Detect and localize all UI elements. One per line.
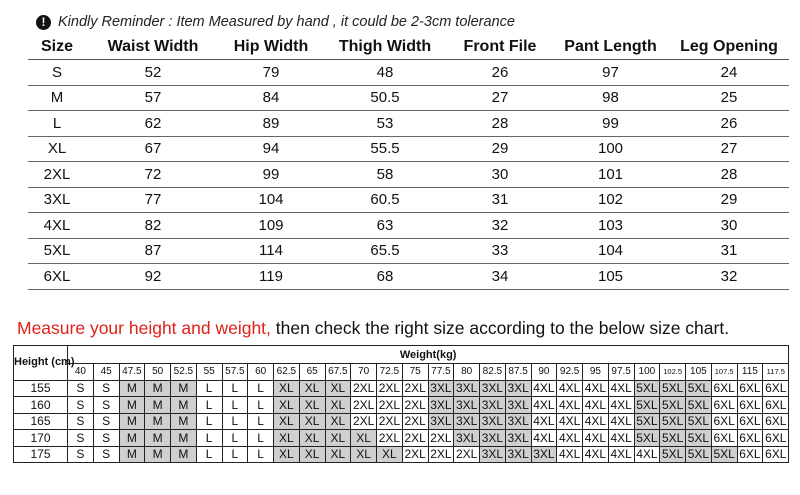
measure-cell: 55.5 (322, 136, 448, 162)
height-cell: 160 (14, 397, 68, 414)
measure-cell: 119 (220, 264, 322, 290)
size-cell: 6XL (763, 397, 789, 414)
size-cell: 2XL (402, 380, 428, 397)
measure-cell: 79 (220, 60, 322, 86)
size-cell: L (222, 430, 248, 447)
weight-value: 60 (248, 364, 274, 381)
size-cell: 5XL (686, 446, 712, 463)
size-cell: 4XL (608, 397, 634, 414)
measure-cell: 101 (552, 162, 669, 188)
size-cell: 3XL (480, 380, 506, 397)
size-cell: XL (274, 446, 300, 463)
weight-value: 70 (351, 364, 377, 381)
size-cell: S (68, 380, 94, 397)
measure-cell: 105 (552, 264, 669, 290)
size-cell: XL (325, 430, 351, 447)
measure-cell: 62 (86, 111, 220, 137)
size-cell: M (28, 85, 86, 111)
size-cell: 5XL (660, 397, 686, 414)
measure-cell: 82 (86, 213, 220, 239)
size-cell: M (119, 446, 145, 463)
measure-cell: 87 (86, 238, 220, 264)
weight-value: 90 (531, 364, 557, 381)
table-row (14, 430, 789, 447)
reminder-line (36, 12, 515, 32)
size-cell: 2XL (351, 380, 377, 397)
size-cell: L (196, 430, 222, 447)
measure-cell: 28 (448, 111, 552, 137)
size-cell: S (93, 413, 119, 430)
size-cell: S (28, 60, 86, 86)
size-cell: 2XL (377, 430, 403, 447)
size-cell: 5XL (28, 238, 86, 264)
size-cell: M (145, 380, 171, 397)
weight-title-row (14, 346, 789, 364)
size-cell: L (222, 397, 248, 414)
weight-value: 87.5 (505, 364, 531, 381)
size-cell: XL (325, 380, 351, 397)
size-cell: L (222, 446, 248, 463)
size-cell: M (145, 430, 171, 447)
measure-cell: 102 (552, 187, 669, 213)
size-cell: 5XL (686, 397, 712, 414)
measure-cell: 33 (448, 238, 552, 264)
weight-value: 52.5 (171, 364, 197, 381)
size-cell: M (145, 446, 171, 463)
measure-cell: 26 (448, 60, 552, 86)
weight-value: 97.5 (608, 364, 634, 381)
weight-value: 50 (145, 364, 171, 381)
height-cell: 170 (14, 430, 68, 447)
measure-cell: 29 (448, 136, 552, 162)
size-cell: 5XL (634, 430, 660, 447)
measure-cell: 77 (86, 187, 220, 213)
measure-cell: 72 (86, 162, 220, 188)
reminder-label: Kindly Reminder : (58, 14, 173, 30)
measure-cell: 25 (669, 85, 789, 111)
size-cell: 4XL (557, 397, 583, 414)
size-cell: M (119, 397, 145, 414)
size-cell: 4XL (531, 413, 557, 430)
measure-cell: 103 (552, 213, 669, 239)
weight-value: 40 (68, 364, 94, 381)
size-cell: 4XL (557, 413, 583, 430)
size-cell: 6XL (737, 413, 763, 430)
measure-cell: 31 (448, 187, 552, 213)
size-table-body (28, 60, 789, 290)
size-cell: L (248, 380, 274, 397)
size-cell: M (119, 380, 145, 397)
size-cell: 4XL (557, 446, 583, 463)
weight-value: 80 (454, 364, 480, 381)
measure-cell: 104 (220, 187, 322, 213)
size-cell: 3XL (505, 413, 531, 430)
table-row (28, 187, 789, 213)
table-row (28, 111, 789, 137)
size-table-header (28, 34, 789, 60)
size-cell: 5XL (634, 380, 660, 397)
weight-value: 105 (686, 364, 712, 381)
weight-value: 77.5 (428, 364, 454, 381)
weight-value: 115 (737, 364, 763, 381)
measure-cell: 100 (552, 136, 669, 162)
note-highlight: Measure your height and weight, (17, 318, 271, 338)
measure-cell: 92 (86, 264, 220, 290)
size-cell: 2XL (28, 162, 86, 188)
measure-cell: 27 (669, 136, 789, 162)
note-rest: then check the right size according to the below size chart. (270, 318, 730, 338)
size-cell: 4XL (583, 397, 609, 414)
size-cell: 6XL (763, 380, 789, 397)
table-row (28, 60, 789, 86)
size-cell: 2XL (377, 380, 403, 397)
weight-value: 65 (299, 364, 325, 381)
exclamation-icon: ! (36, 15, 51, 30)
size-cell: L (196, 380, 222, 397)
size-cell: S (68, 430, 94, 447)
size-cell: 6XL (737, 380, 763, 397)
size-cell: XL (274, 413, 300, 430)
size-cell: L (196, 446, 222, 463)
measure-cell: 99 (552, 111, 669, 137)
size-cell: L (248, 430, 274, 447)
size-cell: XL (299, 446, 325, 463)
size-cell: XL (274, 430, 300, 447)
size-cell: XL (299, 380, 325, 397)
size-cell: 3XL (480, 430, 506, 447)
header-hip-width: Hip Width (220, 34, 322, 60)
size-cell: 4XL (634, 446, 660, 463)
size-cell: XL (377, 446, 403, 463)
size-cell: 6XL (711, 430, 737, 447)
size-cell: 6XL (711, 397, 737, 414)
weight-value: 62.5 (274, 364, 300, 381)
size-cell: 3XL (505, 430, 531, 447)
size-cell: 2XL (428, 446, 454, 463)
weight-value: 72.5 (377, 364, 403, 381)
measure-cell: 32 (669, 264, 789, 290)
size-cell: XL (325, 446, 351, 463)
size-cell: 4XL (583, 413, 609, 430)
table-row (28, 238, 789, 264)
weight-value: 82.5 (480, 364, 506, 381)
height-cell: 165 (14, 413, 68, 430)
size-cell: 4XL (608, 446, 634, 463)
weight-value: 55 (196, 364, 222, 381)
size-cell: 3XL (454, 397, 480, 414)
size-cell: S (68, 413, 94, 430)
measure-cell: 34 (448, 264, 552, 290)
size-cell: 6XL (737, 446, 763, 463)
table-row (28, 162, 789, 188)
size-cell: 6XL (737, 397, 763, 414)
weight-value: 75 (402, 364, 428, 381)
size-cell: XL (299, 430, 325, 447)
size-cell: 2XL (377, 397, 403, 414)
measure-cell: 84 (220, 85, 322, 111)
measure-cell: 53 (322, 111, 448, 137)
measure-cell: 98 (552, 85, 669, 111)
size-cell: 2XL (428, 430, 454, 447)
size-table (28, 34, 789, 290)
size-cell: 3XL (480, 446, 506, 463)
size-cell: M (119, 430, 145, 447)
table-row (28, 85, 789, 111)
weight-chart-body (14, 380, 789, 463)
measure-cell: 60.5 (322, 187, 448, 213)
size-cell: XL (351, 430, 377, 447)
weight-title: Weight(kg) (68, 346, 789, 364)
size-cell: 3XL (480, 413, 506, 430)
size-cell: 4XL (28, 213, 86, 239)
measure-cell: 67 (86, 136, 220, 162)
measure-cell: 109 (220, 213, 322, 239)
height-cell: 175 (14, 446, 68, 463)
size-cell: 2XL (402, 413, 428, 430)
measure-cell: 65.5 (322, 238, 448, 264)
header-thigh-width: Thigh Width (322, 34, 448, 60)
size-cell: 3XL (505, 397, 531, 414)
measure-cell: 26 (669, 111, 789, 137)
measure-cell: 31 (669, 238, 789, 264)
size-cell: 3XL (428, 397, 454, 414)
measure-cell: 68 (322, 264, 448, 290)
weight-value: 102.5 (660, 364, 686, 381)
size-cell: S (68, 397, 94, 414)
header-front-file: Front File (448, 34, 552, 60)
weight-value: 95 (583, 364, 609, 381)
size-cell: 3XL (505, 446, 531, 463)
height-header: Height (cm) (14, 346, 68, 381)
size-cell: XL (325, 413, 351, 430)
size-cell: 4XL (583, 430, 609, 447)
size-cell: L (248, 397, 274, 414)
size-cell: 6XL (711, 380, 737, 397)
size-cell: L (196, 413, 222, 430)
size-cell: S (93, 430, 119, 447)
measure-cell: 52 (86, 60, 220, 86)
size-cell: 5XL (711, 446, 737, 463)
table-row (14, 446, 789, 463)
size-cell: M (119, 413, 145, 430)
size-cell: 4XL (531, 397, 557, 414)
measure-cell: 30 (669, 213, 789, 239)
size-cell: 4XL (531, 380, 557, 397)
weight-value: 57.5 (222, 364, 248, 381)
measure-cell: 27 (448, 85, 552, 111)
size-cell: L (248, 446, 274, 463)
measure-cell: 48 (322, 60, 448, 86)
size-cell: S (93, 397, 119, 414)
weight-chart (13, 345, 789, 463)
size-cell: 4XL (557, 380, 583, 397)
size-cell: 5XL (660, 446, 686, 463)
size-cell: L (28, 111, 86, 137)
table-row (14, 413, 789, 430)
measure-cell: 94 (220, 136, 322, 162)
header-leg-opening: Leg Opening (669, 34, 789, 60)
size-cell: 2XL (351, 397, 377, 414)
measure-cell: 57 (86, 85, 220, 111)
table-row (28, 264, 789, 290)
measure-cell: 32 (448, 213, 552, 239)
size-cell: 4XL (608, 430, 634, 447)
size-cell: 5XL (660, 380, 686, 397)
size-cell: XL (299, 397, 325, 414)
size-cell: L (248, 413, 274, 430)
measure-cell: 29 (669, 187, 789, 213)
size-cell: 3XL (505, 380, 531, 397)
weight-value: 45 (93, 364, 119, 381)
weight-value: 100 (634, 364, 660, 381)
size-cell: 3XL (480, 397, 506, 414)
header-pant-length: Pant Length (552, 34, 669, 60)
reminder-text: Item Measured by hand , it could be 2-3cm tolerance (176, 14, 515, 30)
size-cell: 4XL (583, 446, 609, 463)
size-cell: 4XL (608, 413, 634, 430)
size-cell: 6XL (763, 430, 789, 447)
size-cell: XL (325, 397, 351, 414)
size-cell: 2XL (351, 413, 377, 430)
size-cell: S (93, 380, 119, 397)
measure-cell: 50.5 (322, 85, 448, 111)
measure-cell: 30 (448, 162, 552, 188)
size-cell: 3XL (454, 430, 480, 447)
size-cell: XL (274, 397, 300, 414)
size-cell: M (171, 397, 197, 414)
size-cell: 6XL (737, 430, 763, 447)
header-size: Size (28, 34, 86, 60)
size-cell: 3XL (28, 187, 86, 213)
size-note (17, 318, 729, 339)
size-cell: L (222, 380, 248, 397)
size-cell: 2XL (377, 413, 403, 430)
size-cell: 6XL (711, 413, 737, 430)
measure-cell: 28 (669, 162, 789, 188)
size-cell: XL (274, 380, 300, 397)
table-row (28, 213, 789, 239)
size-cell: M (145, 397, 171, 414)
weight-value: 107.5 (711, 364, 737, 381)
table-row (28, 136, 789, 162)
size-cell: 2XL (454, 446, 480, 463)
header-waist-width: Waist Width (86, 34, 220, 60)
size-cell: 6XL (763, 446, 789, 463)
size-cell: 5XL (686, 380, 712, 397)
size-cell: 5XL (634, 413, 660, 430)
size-cell: XL (28, 136, 86, 162)
height-cell: 155 (14, 380, 68, 397)
size-cell: 3XL (531, 446, 557, 463)
size-cell: 4XL (557, 430, 583, 447)
size-cell: 6XL (28, 264, 86, 290)
size-cell: M (171, 446, 197, 463)
size-cell: 4XL (531, 430, 557, 447)
size-cell: M (171, 380, 197, 397)
size-cell: 2XL (402, 397, 428, 414)
size-cell: 4XL (608, 380, 634, 397)
measure-cell: 114 (220, 238, 322, 264)
size-cell: XL (351, 446, 377, 463)
size-cell: 5XL (686, 413, 712, 430)
size-cell: XL (299, 413, 325, 430)
size-cell: 5XL (634, 397, 660, 414)
size-cell: 2XL (402, 430, 428, 447)
weight-value: 47.5 (119, 364, 145, 381)
weight-value: 67.5 (325, 364, 351, 381)
size-cell: S (68, 446, 94, 463)
size-cell: M (171, 413, 197, 430)
size-cell: 3XL (428, 413, 454, 430)
size-cell: 5XL (660, 430, 686, 447)
size-cell: 4XL (583, 380, 609, 397)
size-cell: L (196, 397, 222, 414)
size-cell: 5XL (686, 430, 712, 447)
weight-value: 92.5 (557, 364, 583, 381)
measure-cell: 58 (322, 162, 448, 188)
size-cell: M (145, 413, 171, 430)
weight-values-row (14, 364, 789, 381)
size-cell: 6XL (763, 413, 789, 430)
size-cell: 5XL (660, 413, 686, 430)
size-cell: S (93, 446, 119, 463)
size-cell: 3XL (454, 413, 480, 430)
size-cell: 3XL (454, 380, 480, 397)
measure-cell: 97 (552, 60, 669, 86)
measure-cell: 24 (669, 60, 789, 86)
size-cell: 2XL (402, 446, 428, 463)
size-cell: L (222, 413, 248, 430)
table-row (14, 397, 789, 414)
size-cell: 3XL (428, 380, 454, 397)
measure-cell: 63 (322, 213, 448, 239)
measure-cell: 89 (220, 111, 322, 137)
weight-value: 117.5 (763, 364, 789, 381)
table-row (14, 380, 789, 397)
measure-cell: 99 (220, 162, 322, 188)
size-cell: M (171, 430, 197, 447)
measure-cell: 104 (552, 238, 669, 264)
